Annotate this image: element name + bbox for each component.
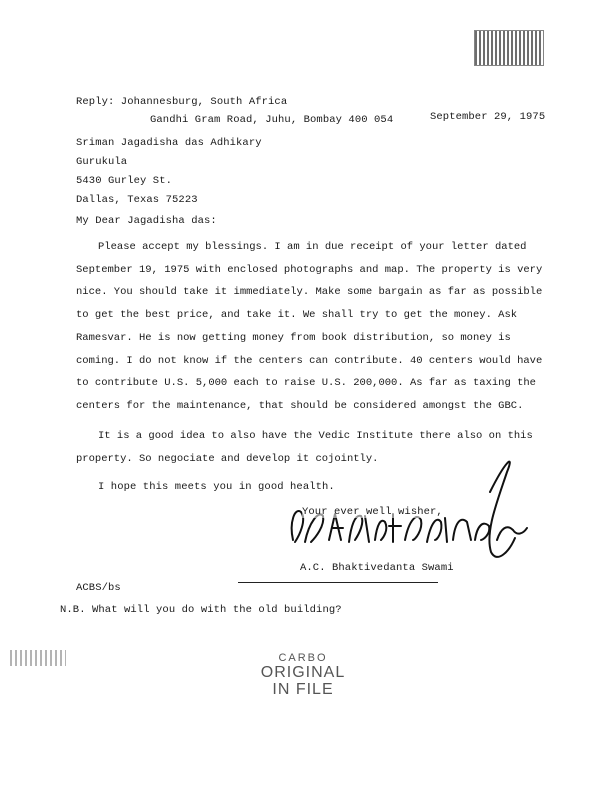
archive-stamp-left xyxy=(10,650,66,666)
file-stamp xyxy=(474,30,544,66)
salutation: My Dear Jagadisha das: xyxy=(76,215,217,227)
sender-address: Gandhi Gram Road, Juhu, Bombay 400 054 xyxy=(150,114,394,126)
recipient-street: 5430 Gurley St. xyxy=(76,175,173,187)
signatory-name: A.C. Bhaktivedanta Swami xyxy=(300,562,454,574)
letter-date: September 29, 1975 xyxy=(430,111,546,123)
original-in-file-stamp xyxy=(258,652,348,698)
stamp-in-file-text: IN FILE xyxy=(272,681,334,698)
recipient-org: Gurukula xyxy=(76,156,128,168)
body-paragraph-1: Please accept my blessings. I am in due receipt of your letter dated September 19, 1975 with enclosed photographs and map. The property is very nice. You should take it immediately. Make some bargain as far as possible to get the best price, and take it. We shall try to get the money. Ask Ramesvar. He is now getting money from book distribution, so money is coming. I do not know if the centers can contribute. 40 centers would have to contribute U.S. 5,000 each to raise U.S. 200,000. As far as taxing the centers for the maintenance, that should be considered amongst the GBC. xyxy=(76,241,543,412)
signature-rule xyxy=(238,582,438,583)
typist-initials: ACBS/bs xyxy=(76,582,121,594)
reply-line: Reply: Johannesburg, South Africa xyxy=(76,96,288,108)
closing-wisher: Your ever well wisher, xyxy=(302,506,443,518)
body-paragraph-3: I hope this meets you in good health. xyxy=(98,481,335,493)
recipient-city: Dallas, Texas 75223 xyxy=(76,194,198,206)
nb-note: N.B. What will you do with the old building? xyxy=(60,604,342,616)
stamp-carbon-text: CARBO xyxy=(278,652,328,664)
stamp-original-text: ORIGINAL xyxy=(260,664,346,681)
recipient-name: Sriman Jagadisha das Adhikary xyxy=(76,137,262,149)
body-paragraph-2: It is a good idea to also have the Vedic Institute there also on this property. So negociate and develop it cojointly. xyxy=(76,430,533,465)
